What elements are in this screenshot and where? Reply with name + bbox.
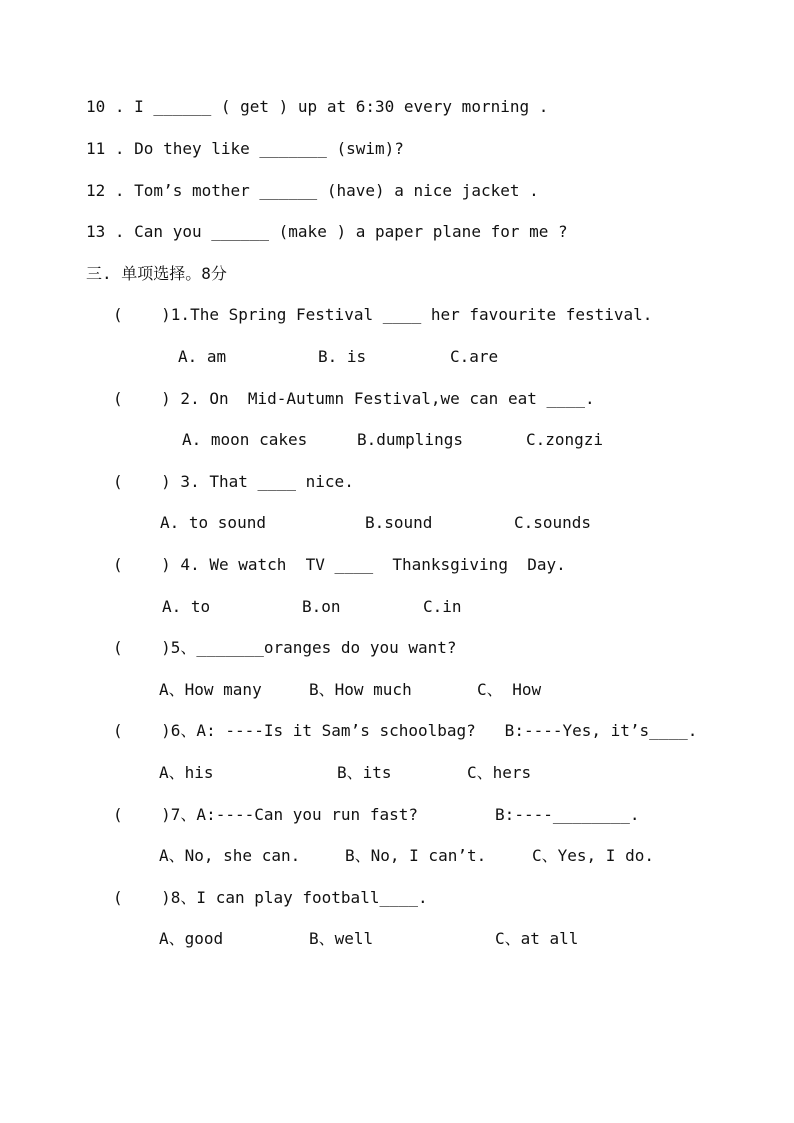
option-5c: C、 How — [477, 680, 542, 699]
fill-in-item-13: 13 . Can you ______ (make ) a paper plane for me ? — [86, 222, 568, 241]
question-stem-4: ( ) 4. We watch TV ____ Thanksgiving Day. — [113, 555, 566, 574]
option-3a: A. to sound — [160, 513, 266, 532]
section-heading: 三. 单项选择。8分 — [86, 264, 227, 283]
option-5a: A、How many — [159, 680, 262, 699]
option-2c: C.zongzi — [526, 430, 604, 449]
option-2a: A. moon cakes — [182, 430, 308, 449]
option-7b: B、No, I can’t. — [345, 846, 487, 865]
fill-in-item-12: 12 . Tom’s mother ______ (have) a nice jacket . — [86, 181, 539, 200]
option-6b: B、its — [337, 763, 392, 782]
option-6c: C、hers — [467, 763, 532, 782]
option-4a: A. to — [162, 597, 211, 616]
option-8b: B、well — [309, 929, 374, 948]
option-3b: B.sound — [365, 513, 433, 532]
option-5b: B、How much — [309, 680, 412, 699]
option-2b: B.dumplings — [357, 430, 463, 449]
option-1c: C.are — [450, 347, 499, 366]
question-stem-2: ( ) 2. On Mid-Autumn Festival,we can eat ____. — [113, 389, 595, 408]
option-1a: A. am — [178, 347, 227, 366]
question-stem-6: ( )6、A: ----Is it Sam’s schoolbag? B:----Yes, it’s____. — [113, 721, 698, 740]
fill-in-item-11: 11 . Do they like _______ (swim)? — [86, 139, 404, 158]
question-stem-1: ( )1.The Spring Festival ____ her favourite festival. — [113, 305, 653, 324]
option-6a: A、his — [159, 763, 214, 782]
question-stem-8: ( )8、I can play football____. — [113, 888, 428, 907]
option-1b: B. is — [318, 347, 367, 366]
option-8a: A、good — [159, 929, 224, 948]
question-stem-5: ( )5、_______oranges do you want? — [113, 638, 457, 657]
question-stem-3: ( ) 3. That ____ nice. — [113, 472, 354, 491]
option-3c: C.sounds — [514, 513, 592, 532]
option-4c: C.in — [423, 597, 462, 616]
option-4b: B.on — [302, 597, 341, 616]
option-7c: C、Yes, I do. — [532, 846, 654, 865]
fill-in-item-10: 10 . I ______ ( get ) up at 6:30 every morning . — [86, 97, 549, 116]
option-7a: A、No, she can. — [159, 846, 301, 865]
option-8c: C、at all — [495, 929, 579, 948]
question-stem-7: ( )7、A:----Can you run fast? B:----________. — [113, 805, 640, 824]
